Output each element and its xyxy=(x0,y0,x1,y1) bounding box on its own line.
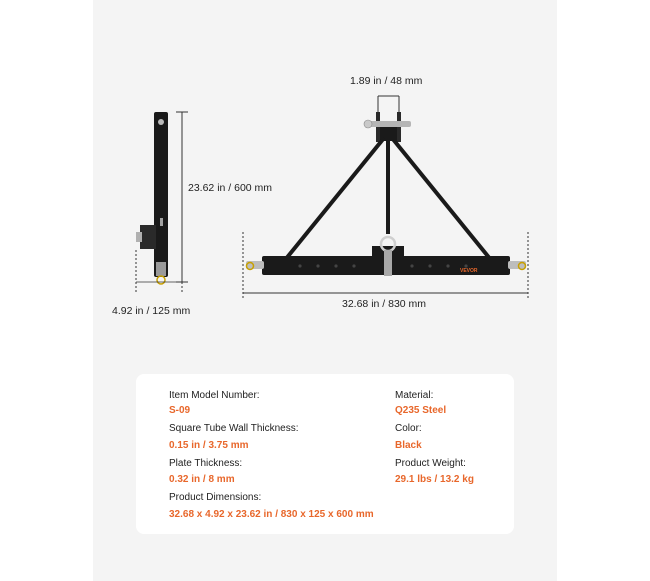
color-value: Black xyxy=(395,440,422,451)
side-height-label: 23.62 in / 600 mm xyxy=(188,182,273,194)
brand-mark: VEVOR xyxy=(460,268,478,274)
side-view-arm xyxy=(136,112,168,284)
product-weight-label: Product Weight: xyxy=(395,458,466,469)
product-dimensions-value: 32.68 x 4.92 x 23.62 in / 830 x 125 x 600 mm xyxy=(169,509,374,520)
plate-thickness-value: 0.32 in / 8 mm xyxy=(169,474,235,485)
bar-length-label: 32.68 in / 830 mm xyxy=(342,298,427,310)
material-value: Q235 Steel xyxy=(395,405,447,416)
side-height-dimension xyxy=(176,112,188,282)
crossbar xyxy=(246,237,526,276)
product-dimensions-label: Product Dimensions: xyxy=(169,492,262,503)
side-width-label: 4.92 in / 125 mm xyxy=(112,305,191,317)
triangle-arms xyxy=(285,138,491,260)
wall-thickness-label: Square Tube Wall Thickness: xyxy=(169,423,299,434)
wall-thickness-value: 0.15 in / 3.75 mm xyxy=(169,440,249,451)
model-number-value: S-09 xyxy=(169,405,191,416)
top-bracket xyxy=(364,96,411,142)
model-number-label: Item Model Number: xyxy=(169,390,260,401)
material-label: Material: xyxy=(395,390,434,401)
color-label: Color: xyxy=(395,423,422,434)
top-width-label: 1.89 in / 48 mm xyxy=(350,75,423,87)
plate-thickness-label: Plate Thickness: xyxy=(169,458,243,469)
product-weight-value: 29.1 lbs / 13.2 kg xyxy=(395,474,474,485)
